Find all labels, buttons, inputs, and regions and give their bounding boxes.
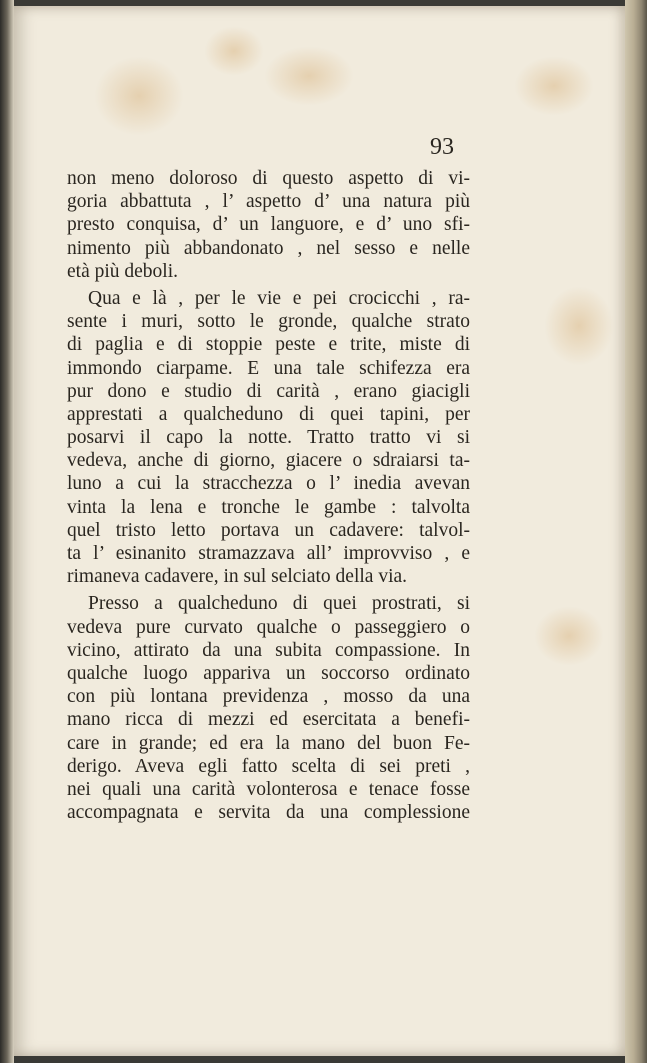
text-line: ta l’ esinanito stramazzava all’ improvviso , e (67, 543, 470, 564)
text-line: presto conquisa, d’ un languore, e d’ uno sfi- (67, 214, 470, 236)
text-line: nei quali una carità volonterosa e tenace fosse (67, 778, 470, 800)
foxing-stain (264, 46, 354, 106)
text-line: vedeva, anche di giorno, giacere o sdraiarsi ta- (67, 450, 470, 472)
paragraph (67, 287, 470, 588)
text-line: vinta la lena e tronche le gambe : talvolta (67, 496, 470, 518)
text-line: derigo. Aveva egli fatto scelta di sei preti , (67, 755, 470, 777)
book-page-edges (625, 0, 647, 1063)
text-line: immondo ciarpame. E una tale schifezza era (67, 357, 470, 379)
page-number: 93 (430, 134, 454, 160)
text-line: nimento più abbandonato , nel sesso e nelle (67, 237, 470, 259)
text-line: rimaneva cadavere, in sul selciato della via. (67, 566, 408, 588)
book-spine-shadow (0, 0, 14, 1063)
text-line: luno a cui la stracchezza o l’ inedia avevan (67, 473, 470, 495)
text-line: vedeva pure curvato qualche o passeggiero o (67, 616, 470, 638)
text-line: accompagnata e servita da una complessione (67, 802, 470, 824)
foxing-stain (204, 26, 264, 76)
text-line: care in grande; ed era la mano del buon Fe- (67, 732, 470, 754)
text-line: apprestati a qualcheduno di quei tapini, per (67, 403, 470, 425)
text-line: di paglia e di stoppie peste e trite, miste di (67, 334, 470, 356)
foxing-stain (514, 56, 594, 116)
text-line: non meno doloroso di questo aspetto di vi- (67, 168, 470, 189)
foxing-stain (544, 286, 614, 366)
text-line: vicino, attirato da una subita compassione. In (67, 639, 470, 661)
text-line: età più deboli. (67, 260, 179, 282)
foxing-stain (534, 606, 604, 666)
text-line: mano ricca di mezzi ed esercitata a benefi- (67, 709, 470, 731)
text-line: Presso a qualcheduno di quei prostrati, si (88, 593, 470, 615)
text-line: qualche luogo appariva un soccorso ordinato (67, 662, 470, 684)
body-text (67, 167, 470, 824)
text-line: con più lontana previdenza , mosso da una (67, 686, 470, 708)
text-line: goria abbattuta , l’ aspetto d’ una natura più (67, 191, 470, 213)
text-line: Qua e là , per le vie e pei crocicchi , ra- (88, 287, 470, 309)
text-line: sente i muri, sotto le gronde, qualche strato (67, 311, 470, 333)
text-line: pur dono e studio di carità , erano giacigli (67, 380, 470, 402)
text-line: quel tristo letto portava un cadavere: talvol- (67, 519, 470, 541)
text-line: posarvi il capo la notte. Tratto tratto vi si (67, 427, 470, 449)
foxing-stain (94, 56, 184, 136)
paragraph (67, 167, 470, 283)
paragraph (67, 592, 470, 824)
